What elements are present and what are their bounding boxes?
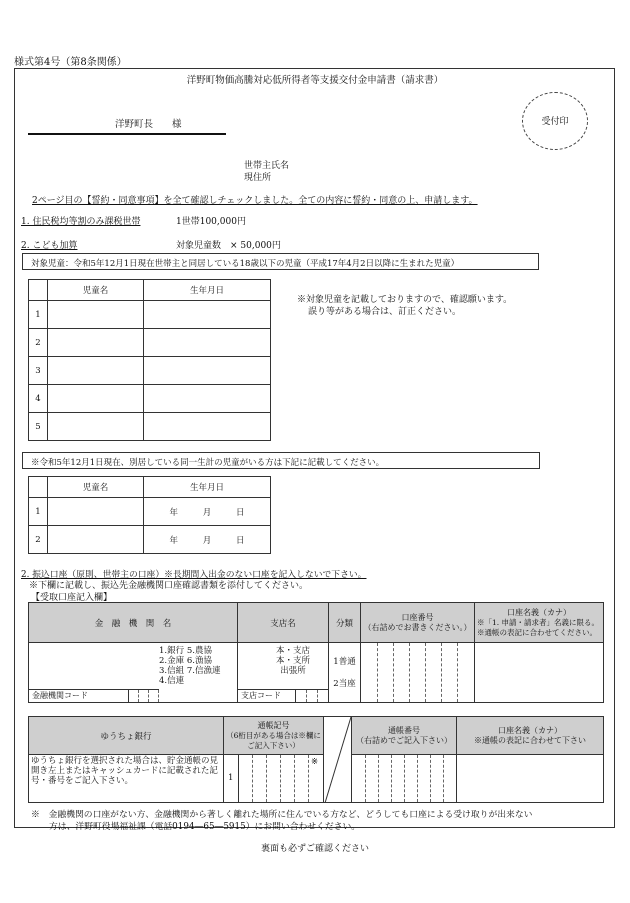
target-children-note: 対象児童：令和5年12月1日現在世帯主と同居している18歳以下の児童（平成17年4月2日以降に生まれた児童） — [22, 253, 539, 270]
reception-stamp-label: 受付印 — [541, 117, 569, 127]
separate-child-name-header: 児童名 — [48, 477, 144, 498]
account-type-current: 2当座 — [333, 678, 356, 689]
month-unit: 月 — [202, 507, 212, 518]
diagonal-divider — [324, 717, 352, 803]
type-agri: 5.農協 — [186, 646, 212, 656]
child-name-header: 児童名 — [48, 280, 144, 301]
account-number-boxes[interactable] — [361, 643, 475, 703]
household-head-name-label: 世帯主氏名 — [244, 161, 290, 171]
separate-children-note: ※令和5年12月1日現在、別居している同一生計の児童がいる方は下記に記載してください。 — [22, 452, 540, 469]
child-name-cell[interactable] — [48, 357, 144, 385]
type-fish: 6.漁協 — [186, 656, 212, 666]
yucho-account-table — [28, 716, 604, 803]
day-unit: 日 — [235, 535, 245, 546]
account-name-note: ※「1. 申請・請求者」名義に限る。※通帳の表記に合わせてください。 — [477, 617, 600, 637]
addressee: 洋野町長 様 — [115, 119, 182, 130]
current-address-label: 現住所 — [244, 173, 272, 183]
receiving-account-box-label: 【受取口座記入欄】 — [31, 593, 113, 603]
year-unit: 年 — [169, 535, 179, 546]
branch-code-label: 支店コード — [238, 689, 296, 702]
footer-note-line1: ※ 金融機関の口座がない方、金融機関から著しく離れた場所に住んでいる方など、どうしても口座による受け取りが出来ない — [31, 810, 533, 820]
sixth-digit-mark: ※ — [311, 757, 319, 767]
birthdate-header: 生年月日 — [144, 280, 271, 301]
separate-row-number: 2 — [29, 526, 48, 554]
children-note-line2: 誤り等がある場合は、訂正ください。 — [308, 307, 462, 317]
child-birthdate-cell[interactable] — [144, 357, 271, 385]
consent-statement: 2ページ目の【誓約・同意事項】を全て確認しチェックしました。全ての内容に誓約・同意の上、申請します。 — [32, 196, 478, 206]
separate-birthdate-cell[interactable] — [144, 526, 271, 554]
yucho-account-name-cell[interactable] — [457, 755, 604, 803]
branch-type-outpost: 出張所 — [280, 666, 306, 676]
type-credit-union: 3.信組 — [159, 666, 185, 676]
yucho-account-name-note: ※通帳の表記に合わせて下さい — [474, 735, 586, 745]
year-unit: 年 — [169, 507, 179, 518]
separate-children-table — [28, 476, 271, 554]
form-title: 洋野町物価高騰対応低所得者等支援交付金申請書（請求書） — [186, 75, 444, 86]
type-credit-federation: 4.信連 — [159, 676, 185, 686]
section2-amount: 対象児童数 × 50,000円 — [176, 241, 281, 251]
separate-row-number: 1 — [29, 498, 48, 526]
separate-child-name-cell[interactable] — [48, 498, 144, 526]
child-name-cell[interactable] — [48, 329, 144, 357]
child-name-cell[interactable] — [48, 301, 144, 329]
branch-name-cell[interactable] — [238, 643, 329, 703]
child-birthdate-cell[interactable] — [144, 329, 271, 357]
transfer-subnote: ※下欄に記載し、振込先金融機関口座確認書類を添付してください。 — [29, 581, 309, 591]
type-shinkin: 2.金庫 — [159, 656, 185, 666]
account-type-header: 分類 — [329, 603, 361, 643]
account-type-cell[interactable] — [329, 643, 361, 703]
account-number-header: 口座番号 — [401, 612, 434, 622]
children-table — [28, 279, 271, 441]
children-note-line1: ※対象児童を記載しておりますので、確認願います。 — [297, 295, 513, 305]
passbook-symbol-header: 通帳記号 — [257, 720, 290, 730]
branch-type-main: 本・支店 — [276, 646, 311, 656]
account-name-header: 口座名義（カナ） — [507, 607, 571, 617]
bank-account-table — [28, 602, 604, 703]
institution-name-header: 金 融 機 関 名 — [29, 603, 238, 643]
passbook-symbol-note: （6桁目がある場合は※欄にご記入下さい） — [226, 730, 321, 750]
passbook-symbol-boxes[interactable] — [224, 755, 324, 803]
application-form-frame — [14, 68, 615, 828]
bank-code-label: 金融機関コード — [29, 689, 129, 702]
child-row-number: 4 — [29, 385, 48, 413]
separate-birthdate-header: 生年月日 — [144, 477, 271, 498]
addressee-underline — [28, 133, 226, 135]
yucho-name-header: ゆうちょ銀行 — [29, 717, 224, 755]
child-row-number: 1 — [29, 301, 48, 329]
section1-amount: 1世帯100,000円 — [176, 217, 246, 227]
account-name-kana-cell[interactable] — [475, 643, 604, 703]
yucho-instruction: ゆうちょ銀行を選択された場合は、貯金通帳の見開き左上またはキャッシュカードに記載された記号・番号をご記入下さい。 — [29, 755, 224, 803]
branch-code-boxes[interactable] — [296, 689, 328, 702]
passbook-number-note: （右詰めでご記入下さい） — [356, 735, 452, 745]
account-type-ordinary: 1普通 — [333, 656, 356, 667]
type-fish-federation: 7.信漁連 — [186, 666, 221, 676]
separate-child-name-cell[interactable] — [48, 526, 144, 554]
branch-type-office: 本・支所 — [276, 656, 311, 666]
section1-label: 1. 住民税均等割のみ課税世帯 — [21, 217, 141, 227]
back-side-note: 裏面も必ずご確認ください — [260, 844, 369, 854]
footer-note-line2: 方は、洋野町役場福祉課（電話0194―65―5915）にお問い合わせください。 — [49, 822, 361, 832]
child-row-number: 2 — [29, 329, 48, 357]
institution-name-cell[interactable] — [29, 643, 238, 703]
child-name-cell[interactable] — [48, 413, 144, 441]
account-number-note: （右詰めでお書きください。） — [363, 622, 472, 632]
child-birthdate-cell[interactable] — [144, 385, 271, 413]
branch-name-header: 支店名 — [238, 603, 329, 643]
child-birthdate-cell[interactable] — [144, 413, 271, 441]
separate-birthdate-cell[interactable] — [144, 498, 271, 526]
child-row-number: 5 — [29, 413, 48, 441]
day-unit: 日 — [235, 507, 245, 518]
month-unit: 月 — [202, 535, 212, 546]
form-number: 様式第4号（第8条関係） — [14, 57, 127, 68]
section2-label: 2. こども加算 — [21, 241, 78, 251]
type-bank: 1.銀行 — [159, 646, 185, 656]
transfer-heading: 2. 振込口座（原則、世帯主の口座）※長期間入出金のない口座を記入しないで下さい。 — [21, 570, 367, 580]
diagonal-line — [324, 717, 352, 803]
child-name-cell[interactable] — [48, 385, 144, 413]
yucho-account-name-header: 口座名義（カナ） — [498, 725, 562, 735]
bank-code-boxes[interactable] — [129, 689, 159, 702]
passbook-number-header: 通帳番号 — [388, 725, 420, 735]
passbook-number-boxes[interactable] — [352, 755, 457, 803]
symbol-prefix: 1 — [228, 773, 234, 783]
child-birthdate-cell[interactable] — [144, 301, 271, 329]
child-row-number: 3 — [29, 357, 48, 385]
